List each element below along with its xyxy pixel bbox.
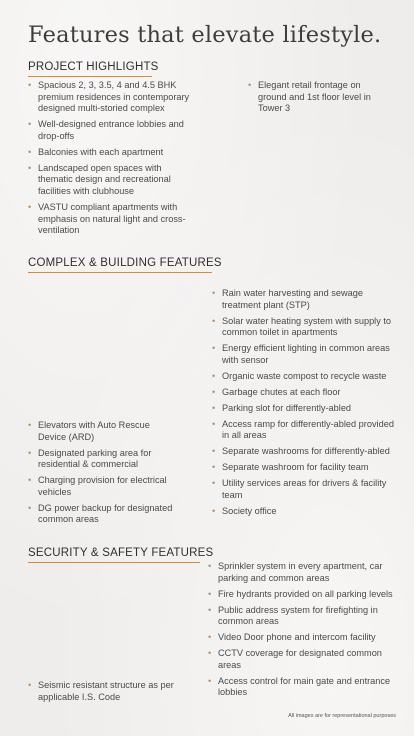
- security-right-item: • Fire hydrants provided on all parking levels: [208, 589, 398, 601]
- project-right-item: • Elegant retail frontage on ground and 1st floor level in Tower 3: [248, 80, 388, 115]
- complex-features-right-list: [212, 288, 400, 522]
- cctv-camera-photo: [20, 564, 180, 676]
- lift-lobby-photo: [232, 126, 400, 244]
- complex-right-item: • Organic waste compost to recycle waste: [212, 371, 400, 383]
- complex-right-item: • Garbage chutes at each floor: [212, 387, 400, 399]
- complex-left-item: • Charging provision for electrical vehicles: [28, 475, 178, 498]
- complex-right-item: • Solar water heating system with supply to common toilet in apartments: [212, 316, 400, 339]
- project-left-item: • VASTU compliant apartments with emphasis on natural light and cross-ventilation: [28, 202, 192, 237]
- security-right-item: • Access control for main gate and entrance lobbies: [208, 676, 398, 699]
- security-features-left-list: [28, 680, 198, 708]
- complex-features-left-list: [28, 420, 178, 530]
- page-title: Features that elevate lifestyle.: [28, 22, 382, 48]
- security-right-item: • Public address system for firefighting in common areas: [208, 605, 398, 628]
- project-left-item: • Balconies with each apartment: [28, 147, 192, 159]
- representational-disclaimer: All images are for representational purposes: [288, 713, 396, 719]
- project-highlights-rule: [28, 76, 152, 77]
- security-left-item: • Seismic resistant structure as per applicable I.S. Code: [28, 680, 198, 703]
- complex-right-item: • Parking slot for differently-abled: [212, 403, 400, 415]
- complex-right-item: • Access ramp for differently-abled provided in all areas: [212, 419, 400, 442]
- project-highlights-heading: PROJECT HIGHLIGHTS: [28, 61, 159, 73]
- complex-features-rule: [28, 272, 212, 273]
- project-left-item: • Spacious 2, 3, 3.5, 4 and 4.5 BHK premium residences in contemporary designed multi-storied complex: [28, 80, 192, 115]
- complex-right-item: • Energy efficient lighting in common areas with sensor: [212, 343, 400, 366]
- complex-left-item: • Designated parking area for residential & commercial: [28, 448, 178, 471]
- security-features-heading: SECURITY & SAFETY FEATURES: [28, 547, 214, 559]
- security-features-rule: [28, 562, 200, 563]
- project-left-item: • Landscaped open spaces with thematic design and recreational facilities with clubhouse: [28, 163, 192, 198]
- project-highlights-left-list: [28, 80, 192, 241]
- complex-right-item: • Separate washroom for facility team: [212, 462, 400, 474]
- project-left-item: • Well-designed entrance lobbies and drop-offs: [28, 119, 192, 142]
- security-right-item: • Sprinkler system in every apartment, car parking and common areas: [208, 561, 398, 584]
- complex-left-item: • Elevators with Auto Rescue Device (ARD): [28, 420, 178, 443]
- complex-left-item: • DG power backup for designated common areas: [28, 503, 178, 526]
- security-features-right-list: [208, 561, 398, 703]
- project-highlights-right-list: [248, 80, 388, 119]
- complex-right-item: • Society office: [212, 506, 400, 518]
- complex-features-heading: COMPLEX & BUILDING FEATURES: [28, 257, 222, 269]
- complex-right-item: • Utility services areas for drivers & facility team: [212, 478, 400, 501]
- ev-charger-photo: [10, 282, 180, 410]
- complex-right-item: • Separate washrooms for differently-abled: [212, 446, 400, 458]
- security-right-item: • CCTV coverage for designated common areas: [208, 648, 398, 671]
- complex-right-item: • Rain water harvesting and sewage treatment plant (STP): [212, 288, 400, 311]
- security-right-item: • Video Door phone and intercom facility: [208, 632, 398, 644]
